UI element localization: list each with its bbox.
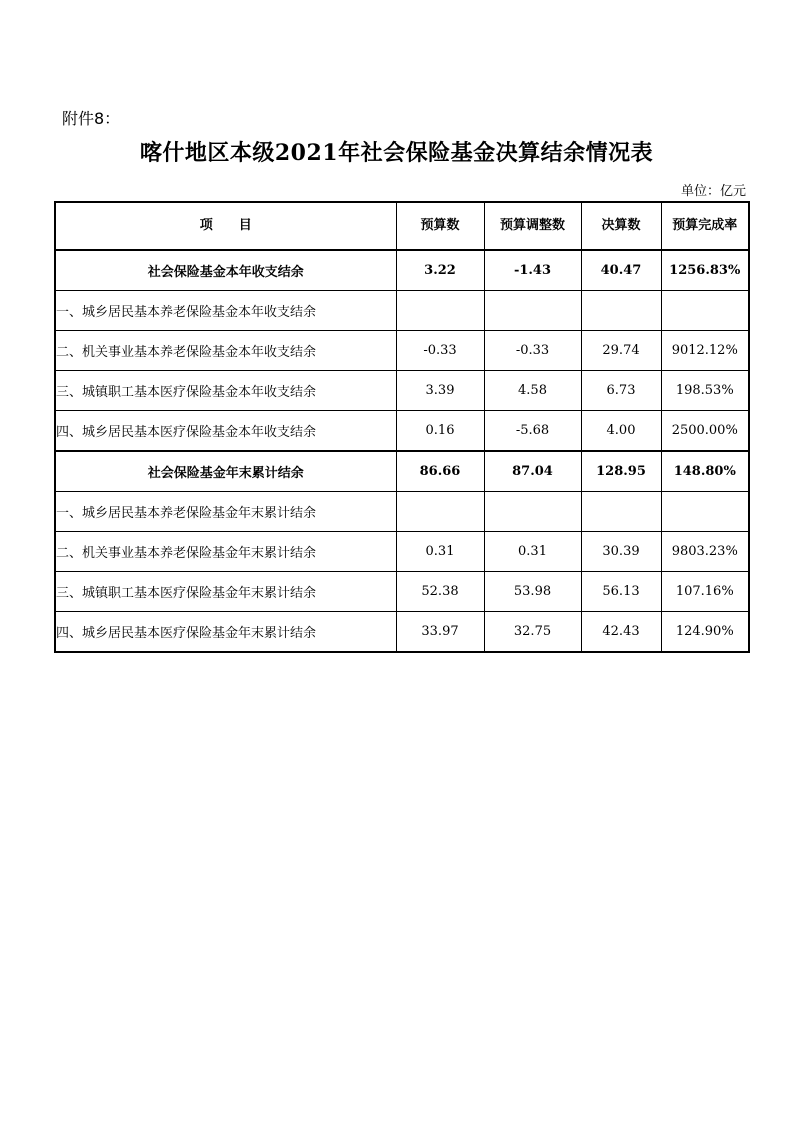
table-header-row xyxy=(55,202,749,250)
cell-item: 四、城乡居民基本医疗保险基金年末累计结余 xyxy=(55,612,396,653)
cell-budget: 0.16 xyxy=(396,411,484,452)
cell-final: 4.00 xyxy=(581,411,661,452)
cell-final: 128.95 xyxy=(581,451,661,492)
cell-completion xyxy=(661,291,749,331)
table-row xyxy=(55,291,749,331)
table-row xyxy=(55,612,749,653)
cell-final: 30.39 xyxy=(581,532,661,572)
cell-completion: 9012.12% xyxy=(661,331,749,371)
cell-completion: 124.90% xyxy=(661,612,749,653)
cell-adjusted: 53.98 xyxy=(484,572,581,612)
cell-final: 40.47 xyxy=(581,250,661,291)
cell-completion: 107.16% xyxy=(661,572,749,612)
cell-budget: 3.22 xyxy=(396,250,484,291)
table-row xyxy=(55,492,749,532)
cell-item: 三、城镇职工基本医疗保险基金本年收支结余 xyxy=(55,371,396,411)
attachment-label: 附件8： xyxy=(62,109,121,128)
page-title: 喀什地区本级2021年社会保险基金决算结余情况表 xyxy=(139,140,654,166)
cell-completion: 1256.83% xyxy=(661,250,749,291)
cell-adjusted: -5.68 xyxy=(484,411,581,452)
cell-item: 四、城乡居民基本医疗保险基金本年收支结余 xyxy=(55,411,396,452)
header-budget: 预算数 xyxy=(396,202,484,250)
cell-budget xyxy=(396,291,484,331)
cell-adjusted: 32.75 xyxy=(484,612,581,653)
cell-adjusted: 0.31 xyxy=(484,532,581,572)
header-item: 项 目 xyxy=(55,202,396,250)
cell-budget: 3.39 xyxy=(396,371,484,411)
cell-item: 二、机关事业基本养老保险基金本年收支结余 xyxy=(55,331,396,371)
table-total-row xyxy=(55,451,749,492)
cell-completion: 9803.23% xyxy=(661,532,749,572)
cell-final: 29.74 xyxy=(581,331,661,371)
cell-adjusted: -0.33 xyxy=(484,331,581,371)
cell-item: 二、机关事业基本养老保险基金年末累计结余 xyxy=(55,532,396,572)
table-row xyxy=(55,411,749,452)
cell-completion: 2500.00% xyxy=(661,411,749,452)
cell-adjusted: -1.43 xyxy=(484,250,581,291)
cell-item: 三、城镇职工基本医疗保险基金年末累计结余 xyxy=(55,572,396,612)
cell-completion: 148.80% xyxy=(661,451,749,492)
cell-final: 56.13 xyxy=(581,572,661,612)
cell-completion: 198.53% xyxy=(661,371,749,411)
cell-adjusted xyxy=(484,492,581,532)
cell-final: 42.43 xyxy=(581,612,661,653)
cell-item: 一、城乡居民基本养老保险基金年末累计结余 xyxy=(55,492,396,532)
cell-item: 一、城乡居民基本养老保险基金本年收支结余 xyxy=(55,291,396,331)
unit-label: 单位：亿元 xyxy=(680,184,746,199)
cell-adjusted: 4.58 xyxy=(484,371,581,411)
header-final: 决算数 xyxy=(581,202,661,250)
cell-adjusted: 87.04 xyxy=(484,451,581,492)
cell-adjusted xyxy=(484,291,581,331)
cell-budget: 52.38 xyxy=(396,572,484,612)
table-row xyxy=(55,572,749,612)
header-adjusted: 预算调整数 xyxy=(484,202,581,250)
cell-item: 社会保险基金年末累计结余 xyxy=(55,451,396,492)
table-row xyxy=(55,371,749,411)
cell-budget: 0.31 xyxy=(396,532,484,572)
cell-item: 社会保险基金本年收支结余 xyxy=(55,250,396,291)
cell-budget: 33.97 xyxy=(396,612,484,653)
cell-budget: 86.66 xyxy=(396,451,484,492)
settlement-table xyxy=(54,201,750,653)
table-body xyxy=(55,250,749,652)
table-row xyxy=(55,331,749,371)
header-completion: 预算完成率 xyxy=(661,202,749,250)
cell-budget xyxy=(396,492,484,532)
cell-final xyxy=(581,291,661,331)
table-row xyxy=(55,532,749,572)
cell-completion xyxy=(661,492,749,532)
table-total-row xyxy=(55,250,749,291)
cell-final xyxy=(581,492,661,532)
cell-final: 6.73 xyxy=(581,371,661,411)
cell-budget: -0.33 xyxy=(396,331,484,371)
